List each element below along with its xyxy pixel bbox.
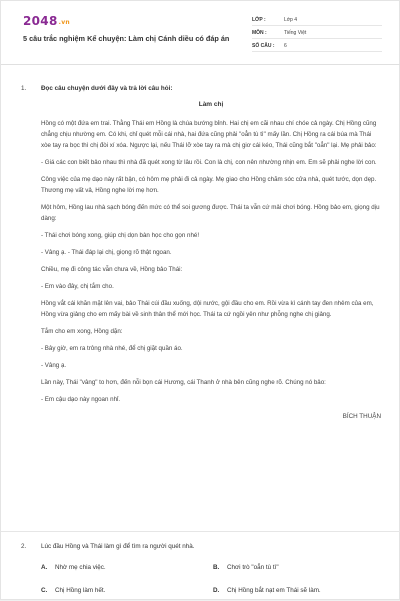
story-paragraph: Một hôm, Hồng lau nhà sạch bóng đến mức có thể soi gương được. Thái ta vẫn cứ mải chơi bóng. Hồng bảo em, giọng dịu dàng: <box>41 204 380 222</box>
quiz-content <box>1 65 400 601</box>
story-paragraph: Lần này, Thái "vâng" to hơn, đến nỗi bọn cái Hương, cái Thanh ở nhà bên cũng nghe rõ. Chúng nó bảo: <box>41 379 326 386</box>
meta-value: Tiếng Việt <box>284 29 307 36</box>
logo-suffix: .vn <box>58 19 70 26</box>
option-text: Nhờ mẹ chia việc. <box>55 564 106 571</box>
option-key: D. <box>213 587 220 594</box>
story-paragraph: Chiều, mẹ đi công tác vẫn chưa về, Hồng bảo Thái: <box>41 266 183 273</box>
question-divider <box>1 531 400 532</box>
story-paragraph: - Vâng ạ. <box>41 362 67 369</box>
story-paragraph: Hồng có một đứa em trai. Thằng Thái em Hồng là chúa bướng bỉnh. Hai chị em cãi nhau chí chóe cả ngày. Chị Hồng cũng chẳng chịu nhường em. Có khi, chỉ quét mỗi cái nhà, hai đứa cũng phải "oẳn tù tì" mấy lần. Chị Hồng ra cái búa mà Thái xòe tay ra bọc thì chị đòi xí xóa. Ngược lại, nếu Thái lỡ xòe tay ra mà chị giơ cái kéo, Thái cũng bắt "oẳn" lại. Mẹ phải bảo: <box>41 120 377 149</box>
answer-option-d[interactable] <box>213 587 321 594</box>
meta-count-row <box>252 40 382 52</box>
story-paragraph: - Em vào đây, chị tắm cho. <box>41 283 114 290</box>
answer-option-c[interactable] <box>41 587 105 594</box>
meta-value: 6 <box>284 42 287 49</box>
meta-subject-row <box>252 27 382 39</box>
story-paragraph: Công việc của mẹ dạo này rất bận, có hôm mẹ phải đi cả ngày. Mẹ giao cho Hồng chăm sóc cửa nhà, quét tước, dọn dẹp. Thương mẹ vất vả, Hồng nghe lời mẹ hơn. <box>41 176 377 194</box>
meta-value: Lớp 4 <box>284 16 298 23</box>
story-paragraph: Tắm cho em xong, Hồng dặn: <box>41 328 123 335</box>
option-key: B. <box>213 564 220 571</box>
question-prompt: Lúc đầu Hồng và Thái làm gì để tìm ra người quét nhà. <box>41 543 195 550</box>
quiz-meta <box>252 14 382 53</box>
answer-option-b[interactable] <box>213 564 279 571</box>
option-text: Chơi trò "oẳn tù tì" <box>227 564 279 571</box>
story-paragraph: - Em cậu dạo này ngoan nhỉ. <box>41 396 121 403</box>
story-passage <box>41 99 381 422</box>
site-logo[interactable] <box>23 14 70 28</box>
question-prompt: Đọc câu chuyện dưới đây và trả lời câu hỏi: <box>41 85 173 92</box>
logo-text: 2048 <box>23 14 58 28</box>
story-title: Làm chị <box>198 101 224 108</box>
page-header <box>1 1 400 65</box>
answer-option-a[interactable] <box>41 564 106 571</box>
question-number: 2. <box>21 543 27 550</box>
option-key: A. <box>41 564 48 571</box>
story-paragraph: - Giá các con biết bảo nhau thì nhà đã quét xong từ lâu rồi. Con là chị, con nên nhường nhịn em. Em sẽ phải nghe lời con. <box>41 159 377 166</box>
story-author: BÍCH THUẬN <box>342 413 381 420</box>
option-text: Chị Hồng bắt nạt em Thái sẽ làm. <box>227 587 321 594</box>
meta-label: SỐ CÂU : <box>252 42 275 49</box>
story-paragraph: - Bây giờ, em ra trông nhà nhé, để chị giặt quần áo. <box>41 345 183 352</box>
option-key: C. <box>41 587 48 594</box>
page-title: 5 câu trắc nghiệm Kể chuyện: Làm chị Cánh diều có đáp án <box>23 34 230 43</box>
option-text: Chị Hồng làm hết. <box>55 587 106 594</box>
question-number: 1. <box>21 85 27 92</box>
meta-label: LỚP : <box>252 16 266 23</box>
story-paragraph: - Thái chơi bóng xong, giúp chị dọn bàn học cho gọn nhé! <box>41 232 200 239</box>
meta-class-row <box>252 14 382 26</box>
story-paragraph: - Vâng ạ. - Thái đáp lại chị, giọng rõ thật ngoan. <box>41 249 172 256</box>
story-paragraph: Hồng vắt cái khăn mặt lên vai, bảo Thái cúi đầu xuống, dội nước, gội đầu cho em. Rồi vừa kì cánh tay đen nhẻm của em, Hồng vừa giảng cho em mấy bài về sinh thân thể mới học. Thái ta cứ ngồi yên như phỗng nghe chị giảng. <box>41 300 374 318</box>
meta-label: MÔN : <box>252 29 267 36</box>
